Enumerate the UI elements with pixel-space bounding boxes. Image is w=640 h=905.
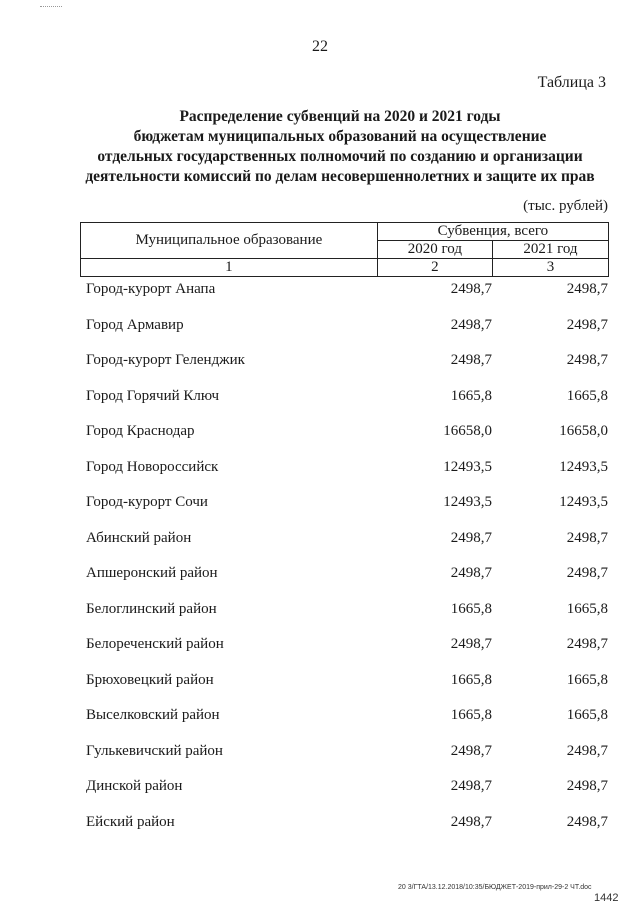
municipality-name: Город Краснодар (86, 423, 195, 439)
municipality-name: Город Новороссийск (86, 458, 219, 475)
value-2021: 2498,7 (566, 352, 608, 368)
value-2021: 2498,7 (566, 316, 608, 333)
municipality-name: Апшеронский район (86, 565, 218, 581)
units-label: (тыс. рублей) (523, 198, 608, 214)
municipality-name: Выселковский район (86, 707, 220, 723)
title-line-4: деятельности комиссий по делам несовершеннолетних и защите их прав (85, 168, 595, 185)
table-row (86, 601, 610, 637)
municipality-name: Брюховецкий район (86, 671, 214, 688)
page-number: 22 (312, 38, 328, 55)
header-municipality: Муниципальное образование (81, 223, 378, 259)
header-col-number-2: 2 (377, 259, 492, 277)
table-row (86, 672, 610, 708)
header-subvention: Субвенция, всего (377, 223, 608, 241)
municipality-name: Город-курорт Геленджик (86, 352, 245, 368)
table-row (86, 743, 610, 779)
value-2021: 2498,7 (566, 565, 608, 581)
value-2021: 1665,8 (566, 707, 608, 723)
value-2020: 2498,7 (450, 281, 492, 297)
table-row (86, 494, 610, 530)
value-2021: 1665,8 (566, 387, 608, 404)
table-label: Таблица 3 (537, 74, 606, 91)
value-2020: 1665,8 (450, 671, 492, 688)
value-2021: 2498,7 (566, 742, 608, 759)
value-2020: 2498,7 (450, 529, 492, 546)
table-row (86, 317, 610, 353)
municipality-name: Город Армавир (86, 316, 184, 333)
value-2020: 16658,0 (443, 423, 492, 439)
value-2020: 2498,7 (450, 352, 492, 368)
file-path-footer: 20 3/ГТА/13.12.2018/10:35/БЮДЖЕТ-2019-прил-29-2 ЧТ.doc (398, 884, 592, 891)
table-row (86, 707, 610, 743)
municipality-name: Динской район (86, 778, 183, 794)
value-2020: 2498,7 (450, 778, 492, 794)
value-2021: 16658,0 (559, 423, 608, 439)
municipality-name: Белоглинский район (86, 600, 217, 617)
value-2020: 2498,7 (450, 636, 492, 652)
municipality-name: Город-курорт Анапа (86, 281, 216, 297)
table-row (86, 423, 610, 459)
value-2020: 2498,7 (450, 565, 492, 581)
municipality-name: Белореченский район (86, 636, 224, 652)
document-title (60, 107, 620, 187)
value-2020: 2498,7 (450, 316, 492, 333)
scan-artifact (40, 6, 62, 10)
value-2020: 2498,7 (450, 813, 492, 830)
value-2021: 2498,7 (566, 636, 608, 652)
value-2021: 1665,8 (566, 671, 608, 688)
title-line-2: бюджетам муниципальных образований на осуществление (133, 128, 547, 145)
table-row (86, 352, 610, 388)
value-2020: 12493,5 (443, 458, 492, 475)
value-2021: 2498,7 (566, 281, 608, 297)
value-2020: 12493,5 (443, 494, 492, 510)
municipality-name: Ейский район (86, 813, 175, 830)
table-row (86, 814, 610, 850)
header-col-number-1: 1 (81, 259, 378, 277)
value-2021: 12493,5 (559, 458, 608, 475)
table-row (86, 530, 610, 566)
table-row (86, 565, 610, 601)
municipality-name: Гулькевичский район (86, 742, 223, 759)
table-body (86, 281, 610, 849)
header-year-2021: 2021 год (492, 241, 608, 259)
value-2021: 1665,8 (566, 600, 608, 617)
table-row (86, 281, 610, 317)
value-2021: 2498,7 (566, 778, 608, 794)
table-header (80, 222, 609, 277)
title-line-1: Распределение субвенций на 2020 и 2021 годы (179, 108, 501, 125)
value-2021: 12493,5 (559, 494, 608, 510)
value-2020: 1665,8 (450, 707, 492, 723)
page-stamp-number: 1442 (594, 892, 619, 904)
header-col-number-3: 3 (492, 259, 608, 277)
value-2020: 2498,7 (450, 742, 492, 759)
municipality-name: Город Горячий Ключ (86, 387, 220, 404)
table-row (86, 636, 610, 672)
value-2021: 2498,7 (566, 813, 608, 830)
value-2020: 1665,8 (450, 600, 492, 617)
table-row (86, 459, 610, 495)
header-year-2020: 2020 год (377, 241, 492, 259)
table-row (86, 778, 610, 814)
title-line-3: отдельных государственных полномочий по созданию и организации (97, 148, 583, 165)
value-2021: 2498,7 (566, 529, 608, 546)
municipality-name: Город-курорт Сочи (86, 494, 208, 510)
municipality-name: Абинский район (86, 529, 192, 546)
table-row (86, 388, 610, 424)
value-2020: 1665,8 (450, 387, 492, 404)
